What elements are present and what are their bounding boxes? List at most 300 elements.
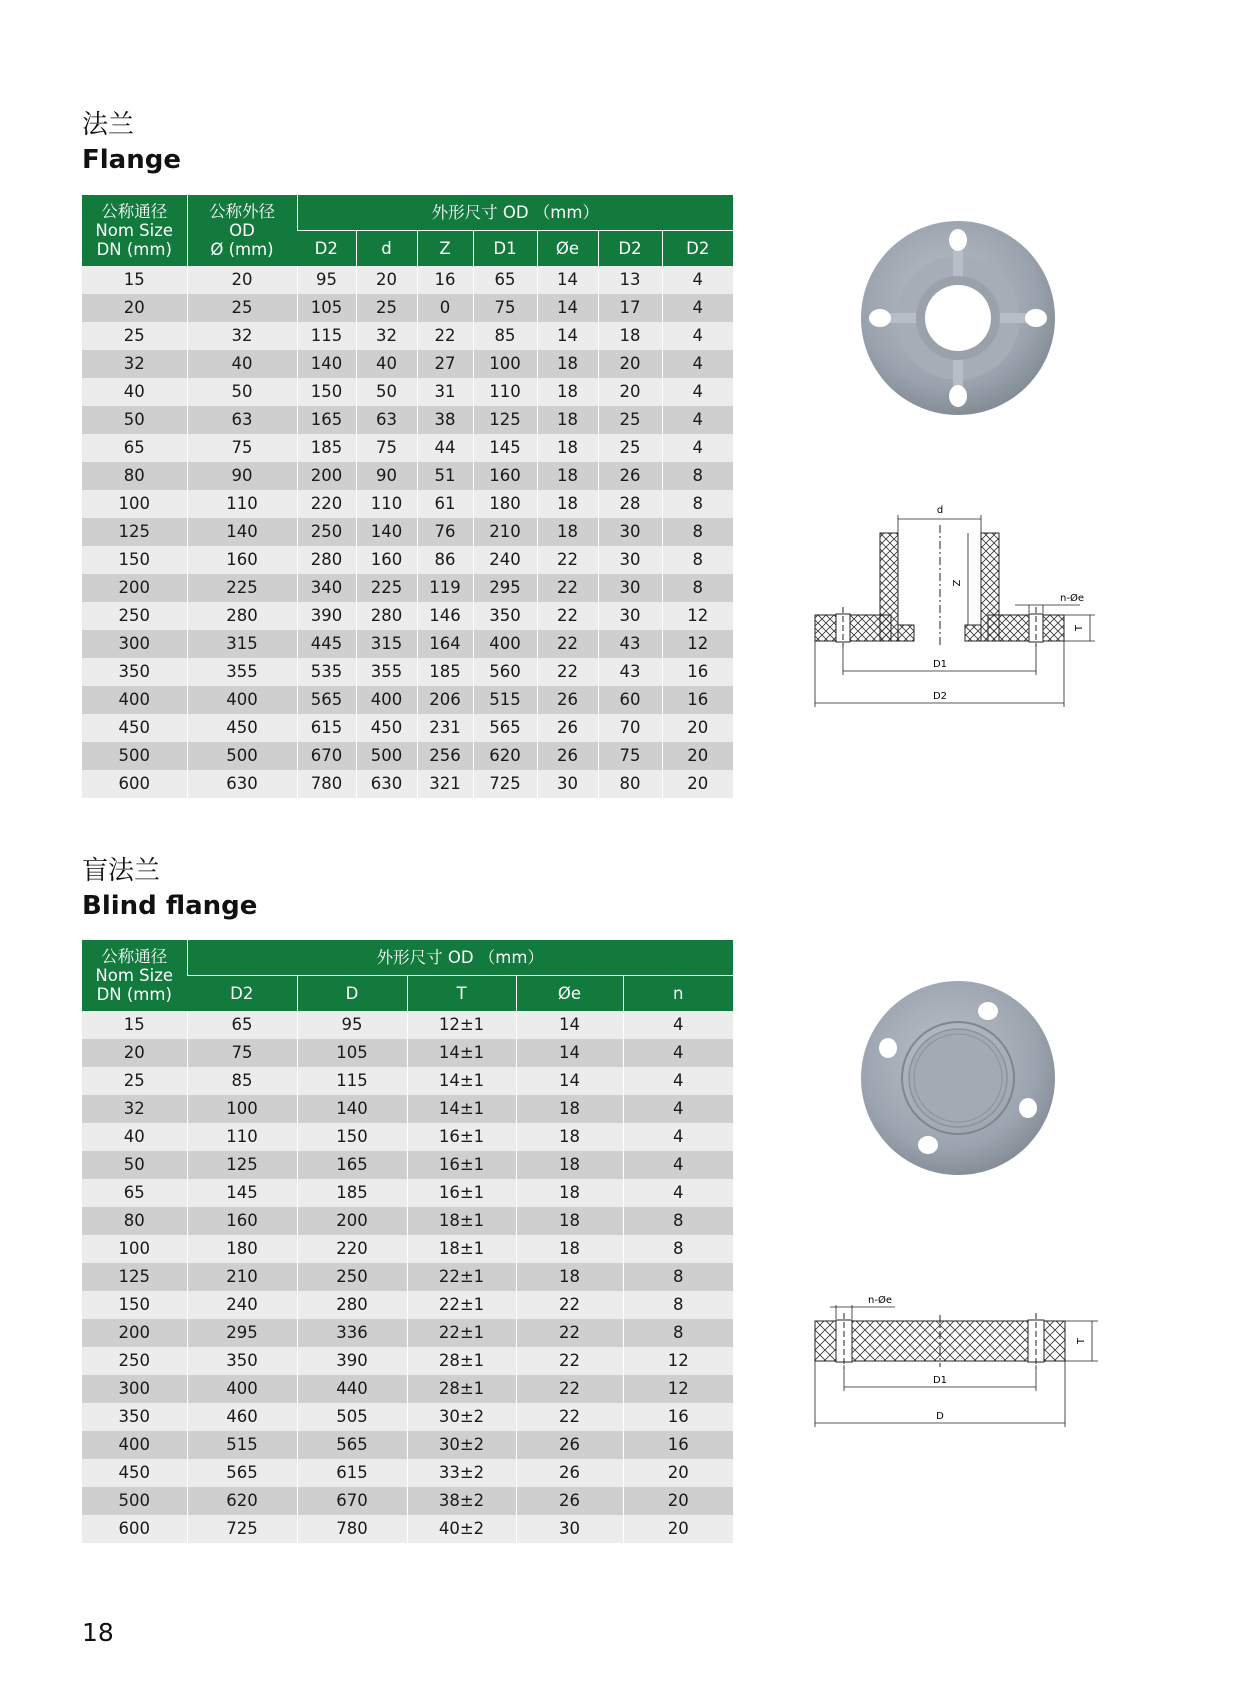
table-cell: 30±2 xyxy=(407,1403,516,1431)
table-cell: 85 xyxy=(473,322,537,350)
table-cell: 14±1 xyxy=(407,1067,516,1095)
table-cell: 450 xyxy=(82,1459,187,1487)
table-row xyxy=(82,602,733,630)
table-cell: 340 xyxy=(297,574,356,602)
table-row xyxy=(82,1095,733,1123)
table-cell: 20 xyxy=(623,1459,733,1487)
table-cell: 50 xyxy=(82,406,187,434)
drawing-label-nphie: n-Øe xyxy=(1060,593,1084,604)
table-cell: 164 xyxy=(417,630,473,658)
table-cell: 165 xyxy=(297,1151,407,1179)
table-cell: 13 xyxy=(598,266,662,294)
table-cell: 8 xyxy=(623,1319,733,1347)
table-cell: 355 xyxy=(356,658,417,686)
table-row xyxy=(82,658,733,686)
table-cell: 26 xyxy=(537,714,598,742)
table-row xyxy=(82,1011,733,1039)
table-cell: 315 xyxy=(356,630,417,658)
blind-flange-photo xyxy=(858,978,1058,1178)
table-cell: 615 xyxy=(297,1459,407,1487)
table-cell: 32 xyxy=(187,322,297,350)
table-cell: 350 xyxy=(187,1347,297,1375)
blind-col-header: T xyxy=(407,975,516,1011)
table-row xyxy=(82,434,733,462)
table-cell: 43 xyxy=(598,658,662,686)
table-cell: 90 xyxy=(356,462,417,490)
table-cell: 20 xyxy=(662,714,733,742)
flange-col-header: d xyxy=(356,230,417,266)
table-row xyxy=(82,686,733,714)
drawing-label-d1: D1 xyxy=(932,659,948,670)
blind-title-cn: 盲法兰 xyxy=(82,856,161,886)
table-cell: 400 xyxy=(187,686,297,714)
table-cell: 725 xyxy=(187,1515,297,1543)
table-cell: 14 xyxy=(516,1011,623,1039)
table-cell: 110 xyxy=(187,490,297,518)
table-cell: 315 xyxy=(187,630,297,658)
table-cell: 725 xyxy=(473,770,537,798)
table-cell: 200 xyxy=(82,1319,187,1347)
table-cell: 22 xyxy=(417,322,473,350)
table-cell: 14 xyxy=(516,1067,623,1095)
table-cell: 25 xyxy=(82,322,187,350)
flange-header-group: 外形尺寸 OD （mm） xyxy=(297,195,733,230)
table-cell: 200 xyxy=(82,574,187,602)
table-cell: 160 xyxy=(187,546,297,574)
table-cell: 240 xyxy=(187,1291,297,1319)
table-row xyxy=(82,574,733,602)
table-row xyxy=(82,546,733,574)
table-cell: 600 xyxy=(82,770,187,798)
table-cell: 65 xyxy=(82,434,187,462)
table-cell: 65 xyxy=(82,1179,187,1207)
table-row xyxy=(82,1291,733,1319)
table-row xyxy=(82,350,733,378)
table-cell: 440 xyxy=(297,1375,407,1403)
table-cell: 20 xyxy=(623,1487,733,1515)
table-cell: 22 xyxy=(537,546,598,574)
table-cell: 16 xyxy=(623,1403,733,1431)
table-cell: 445 xyxy=(297,630,356,658)
table-cell: 22 xyxy=(537,602,598,630)
table-cell: 4 xyxy=(623,1123,733,1151)
table-cell: 231 xyxy=(417,714,473,742)
table-cell: 8 xyxy=(662,490,733,518)
table-row xyxy=(82,378,733,406)
table-cell: 22±1 xyxy=(407,1319,516,1347)
table-cell: 40 xyxy=(82,378,187,406)
table-cell: 65 xyxy=(473,266,537,294)
table-cell: 350 xyxy=(473,602,537,630)
table-cell: 30 xyxy=(537,770,598,798)
flange-col-header: Øe xyxy=(537,230,598,266)
table-cell: 22 xyxy=(516,1291,623,1319)
table-cell: 105 xyxy=(297,294,356,322)
blind-flange-drawing xyxy=(810,1285,1110,1435)
table-cell: 4 xyxy=(623,1011,733,1039)
table-cell: 125 xyxy=(82,518,187,546)
table-cell: 110 xyxy=(356,490,417,518)
table-cell: 80 xyxy=(82,462,187,490)
table-cell: 400 xyxy=(356,686,417,714)
flange-photo xyxy=(858,218,1058,418)
table-cell: 25 xyxy=(356,294,417,322)
table-cell: 185 xyxy=(297,434,356,462)
table-cell: 33±2 xyxy=(407,1459,516,1487)
table-cell: 26 xyxy=(537,742,598,770)
table-cell: 8 xyxy=(662,546,733,574)
table-cell: 50 xyxy=(82,1151,187,1179)
table-cell: 12 xyxy=(662,602,733,630)
table-cell: 250 xyxy=(297,1263,407,1291)
blind-col-header: Øe xyxy=(516,975,623,1011)
table-cell: 670 xyxy=(297,742,356,770)
table-cell: 500 xyxy=(187,742,297,770)
table-cell: 18 xyxy=(516,1179,623,1207)
table-cell: 150 xyxy=(297,378,356,406)
table-cell: 75 xyxy=(187,434,297,462)
table-cell: 30 xyxy=(598,602,662,630)
table-cell: 515 xyxy=(473,686,537,714)
blind-col-header: D2 xyxy=(187,975,297,1011)
table-cell: 32 xyxy=(356,322,417,350)
table-cell: 8 xyxy=(662,518,733,546)
table-cell: 75 xyxy=(598,742,662,770)
table-row xyxy=(82,294,733,322)
table-cell: 40 xyxy=(187,350,297,378)
table-cell: 250 xyxy=(297,518,356,546)
table-cell: 4 xyxy=(662,378,733,406)
flange-drawing xyxy=(810,495,1110,715)
table-cell: 150 xyxy=(297,1123,407,1151)
table-cell: 12 xyxy=(623,1375,733,1403)
table-cell: 28 xyxy=(598,490,662,518)
table-cell: 18 xyxy=(598,322,662,350)
table-cell: 630 xyxy=(187,770,297,798)
table-cell: 280 xyxy=(187,602,297,630)
table-cell: 31 xyxy=(417,378,473,406)
flange-title-cn: 法兰 xyxy=(82,110,135,140)
table-cell: 145 xyxy=(187,1179,297,1207)
table-cell: 8 xyxy=(623,1235,733,1263)
table-cell: 210 xyxy=(473,518,537,546)
table-cell: 206 xyxy=(417,686,473,714)
table-cell: 63 xyxy=(187,406,297,434)
table-row xyxy=(82,1067,733,1095)
table-cell: 8 xyxy=(662,462,733,490)
table-cell: 500 xyxy=(356,742,417,770)
table-cell: 140 xyxy=(297,350,356,378)
table-row xyxy=(82,630,733,658)
table-row xyxy=(82,1039,733,1067)
flange-col-header: Z xyxy=(417,230,473,266)
table-cell: 630 xyxy=(356,770,417,798)
table-cell: 14 xyxy=(537,294,598,322)
table-cell: 160 xyxy=(356,546,417,574)
table-cell: 565 xyxy=(187,1459,297,1487)
table-row xyxy=(82,1375,733,1403)
table-row xyxy=(82,742,733,770)
table-cell: 450 xyxy=(356,714,417,742)
table-cell: 115 xyxy=(297,322,356,350)
table-cell: 150 xyxy=(82,1291,187,1319)
table-cell: 18 xyxy=(516,1151,623,1179)
table-cell: 225 xyxy=(187,574,297,602)
table-cell: 22±1 xyxy=(407,1263,516,1291)
table-cell: 8 xyxy=(662,574,733,602)
drawing-label-d: d xyxy=(936,505,944,516)
table-cell: 18 xyxy=(516,1207,623,1235)
table-cell: 100 xyxy=(187,1095,297,1123)
table-cell: 60 xyxy=(598,686,662,714)
table-row xyxy=(82,1207,733,1235)
table-cell: 22 xyxy=(537,630,598,658)
drawing-label-t: T xyxy=(1074,624,1085,632)
table-row xyxy=(82,714,733,742)
table-cell: 70 xyxy=(598,714,662,742)
table-row xyxy=(82,1123,733,1151)
table-cell: 140 xyxy=(297,1095,407,1123)
table-cell: 14±1 xyxy=(407,1039,516,1067)
table-cell: 16 xyxy=(623,1431,733,1459)
table-cell: 225 xyxy=(356,574,417,602)
table-cell: 20 xyxy=(623,1515,733,1543)
blind-table-body xyxy=(82,1011,733,1543)
table-cell: 620 xyxy=(187,1487,297,1515)
table-cell: 25 xyxy=(82,1067,187,1095)
blind-spec-table xyxy=(82,940,733,1543)
table-cell: 51 xyxy=(417,462,473,490)
table-cell: 280 xyxy=(297,1291,407,1319)
table-row xyxy=(82,1319,733,1347)
table-cell: 18 xyxy=(537,378,598,406)
table-cell: 26 xyxy=(516,1431,623,1459)
table-cell: 18 xyxy=(516,1095,623,1123)
table-cell: 14 xyxy=(537,322,598,350)
table-cell: 26 xyxy=(516,1487,623,1515)
table-cell: 27 xyxy=(417,350,473,378)
table-cell: 18 xyxy=(537,490,598,518)
table-cell: 40±2 xyxy=(407,1515,516,1543)
table-row xyxy=(82,1263,733,1291)
table-cell: 200 xyxy=(297,462,356,490)
table-cell: 18 xyxy=(537,350,598,378)
table-cell: 4 xyxy=(623,1179,733,1207)
table-cell: 65 xyxy=(187,1011,297,1039)
table-cell: 61 xyxy=(417,490,473,518)
table-cell: 390 xyxy=(297,1347,407,1375)
flange-col-header: D2 xyxy=(598,230,662,266)
table-cell: 500 xyxy=(82,742,187,770)
table-cell: 18±1 xyxy=(407,1207,516,1235)
table-cell: 140 xyxy=(187,518,297,546)
table-cell: 30 xyxy=(598,574,662,602)
table-cell: 8 xyxy=(623,1263,733,1291)
table-cell: 560 xyxy=(473,658,537,686)
table-cell: 30 xyxy=(598,546,662,574)
table-cell: 14±1 xyxy=(407,1095,516,1123)
flange-table-body xyxy=(82,266,733,798)
table-cell: 8 xyxy=(623,1207,733,1235)
table-cell: 125 xyxy=(187,1151,297,1179)
flange-header-dn: 公称通径 Nom Size DN (mm) xyxy=(82,195,187,266)
table-cell: 0 xyxy=(417,294,473,322)
table-cell: 28±1 xyxy=(407,1347,516,1375)
table-cell: 180 xyxy=(187,1235,297,1263)
table-cell: 565 xyxy=(297,686,356,714)
table-cell: 22 xyxy=(516,1375,623,1403)
table-cell: 350 xyxy=(82,658,187,686)
table-cell: 63 xyxy=(356,406,417,434)
table-cell: 15 xyxy=(82,266,187,294)
table-cell: 670 xyxy=(297,1487,407,1515)
table-cell: 16±1 xyxy=(407,1151,516,1179)
blind-drawing-label-d1: D1 xyxy=(932,1375,948,1386)
table-cell: 400 xyxy=(82,1431,187,1459)
table-cell: 400 xyxy=(82,686,187,714)
flange-col-header: D1 xyxy=(473,230,537,266)
table-cell: 18 xyxy=(537,434,598,462)
table-cell: 15 xyxy=(82,1011,187,1039)
table-cell: 615 xyxy=(297,714,356,742)
table-cell: 28±1 xyxy=(407,1375,516,1403)
table-cell: 32 xyxy=(82,350,187,378)
table-cell: 32 xyxy=(82,1095,187,1123)
table-cell: 295 xyxy=(473,574,537,602)
table-cell: 26 xyxy=(537,686,598,714)
table-cell: 500 xyxy=(82,1487,187,1515)
blind-drawing-label-d: D xyxy=(936,1411,944,1422)
table-cell: 4 xyxy=(662,434,733,462)
table-cell: 40 xyxy=(356,350,417,378)
table-cell: 75 xyxy=(187,1039,297,1067)
table-cell: 565 xyxy=(473,714,537,742)
blind-drawing-label-t: T xyxy=(1076,1337,1087,1345)
table-cell: 22 xyxy=(516,1347,623,1375)
table-cell: 100 xyxy=(473,350,537,378)
table-cell: 25 xyxy=(187,294,297,322)
table-cell: 390 xyxy=(297,602,356,630)
table-cell: 75 xyxy=(473,294,537,322)
table-cell: 185 xyxy=(417,658,473,686)
table-cell: 85 xyxy=(187,1067,297,1095)
table-cell: 119 xyxy=(417,574,473,602)
table-cell: 12 xyxy=(662,630,733,658)
table-cell: 240 xyxy=(473,546,537,574)
table-cell: 20 xyxy=(82,294,187,322)
table-cell: 14 xyxy=(516,1039,623,1067)
table-cell: 16 xyxy=(662,658,733,686)
table-cell: 4 xyxy=(623,1067,733,1095)
table-cell: 18 xyxy=(537,406,598,434)
table-cell: 450 xyxy=(187,714,297,742)
table-cell: 110 xyxy=(187,1123,297,1151)
table-cell: 400 xyxy=(473,630,537,658)
table-cell: 4 xyxy=(662,266,733,294)
table-row xyxy=(82,490,733,518)
table-cell: 125 xyxy=(473,406,537,434)
table-cell: 95 xyxy=(297,266,356,294)
table-cell: 185 xyxy=(297,1179,407,1207)
table-cell: 14 xyxy=(537,266,598,294)
table-cell: 220 xyxy=(297,490,356,518)
table-cell: 76 xyxy=(417,518,473,546)
flange-title-en: Flange xyxy=(82,145,181,175)
flange-header-od: 公称外径 OD Ø (mm) xyxy=(187,195,297,266)
table-cell: 8 xyxy=(623,1291,733,1319)
table-cell: 565 xyxy=(297,1431,407,1459)
blind-header-group: 外形尺寸 OD （mm） xyxy=(187,940,733,975)
table-cell: 22 xyxy=(516,1319,623,1347)
table-cell: 350 xyxy=(82,1403,187,1431)
table-cell: 20 xyxy=(662,742,733,770)
table-cell: 90 xyxy=(187,462,297,490)
table-row xyxy=(82,462,733,490)
table-cell: 16±1 xyxy=(407,1179,516,1207)
table-cell: 18 xyxy=(537,462,598,490)
table-cell: 17 xyxy=(598,294,662,322)
table-cell: 22 xyxy=(516,1403,623,1431)
table-cell: 26 xyxy=(598,462,662,490)
table-cell: 50 xyxy=(356,378,417,406)
table-cell: 145 xyxy=(473,434,537,462)
table-cell: 80 xyxy=(82,1207,187,1235)
table-cell: 26 xyxy=(516,1459,623,1487)
table-cell: 256 xyxy=(417,742,473,770)
table-cell: 20 xyxy=(662,770,733,798)
table-cell: 80 xyxy=(598,770,662,798)
table-cell: 100 xyxy=(82,490,187,518)
table-cell: 300 xyxy=(82,1375,187,1403)
drawing-label-d2: D2 xyxy=(932,691,948,702)
blind-drawing-label-nphie: n-Øe xyxy=(868,1295,892,1306)
table-cell: 515 xyxy=(187,1431,297,1459)
blind-title-en: Blind flange xyxy=(82,891,258,921)
table-row xyxy=(82,1431,733,1459)
table-cell: 4 xyxy=(662,294,733,322)
table-cell: 95 xyxy=(297,1011,407,1039)
table-row xyxy=(82,1347,733,1375)
table-cell: 780 xyxy=(297,770,356,798)
blind-header-dn: 公称通径 Nom Size DN (mm) xyxy=(82,940,187,1011)
table-row xyxy=(82,406,733,434)
table-cell: 780 xyxy=(297,1515,407,1543)
table-cell: 300 xyxy=(82,630,187,658)
table-row xyxy=(82,1487,733,1515)
table-cell: 100 xyxy=(82,1235,187,1263)
table-cell: 16±1 xyxy=(407,1123,516,1151)
table-cell: 22±1 xyxy=(407,1291,516,1319)
table-cell: 125 xyxy=(82,1263,187,1291)
table-row xyxy=(82,266,733,294)
table-cell: 4 xyxy=(623,1151,733,1179)
table-cell: 18 xyxy=(516,1263,623,1291)
table-cell: 210 xyxy=(187,1263,297,1291)
table-row xyxy=(82,1179,733,1207)
table-cell: 200 xyxy=(297,1207,407,1235)
table-cell: 115 xyxy=(297,1067,407,1095)
table-cell: 4 xyxy=(662,322,733,350)
table-cell: 355 xyxy=(187,658,297,686)
table-row xyxy=(82,1235,733,1263)
blind-col-header: D xyxy=(297,975,407,1011)
page-number: 18 xyxy=(82,1618,114,1647)
table-cell: 18±1 xyxy=(407,1235,516,1263)
table-cell: 620 xyxy=(473,742,537,770)
table-cell: 44 xyxy=(417,434,473,462)
table-cell: 18 xyxy=(537,518,598,546)
table-cell: 600 xyxy=(82,1515,187,1543)
